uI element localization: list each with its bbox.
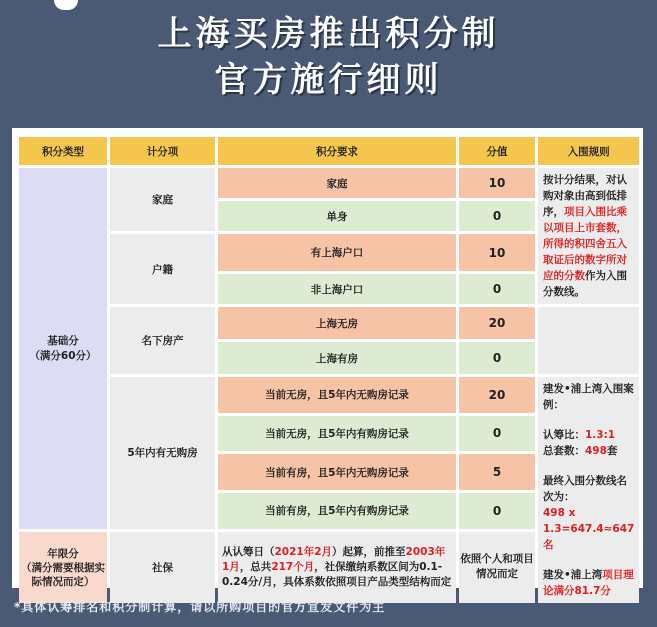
score-cell: 10 [459,234,535,271]
points-table-frame [12,128,643,597]
year-score-cell [19,532,107,603]
social-d3: 217个月 [271,560,315,573]
rule-case [538,377,639,603]
score-cell: 0 [459,493,535,529]
score-cell: 0 [459,274,535,304]
header-rule: 入围规则 [538,137,639,165]
score-cell: 0 [459,342,535,374]
item-house: 名下房产 [110,307,215,374]
social-p4: ，社保缴纳系数区间为0.1-0.24分/月，具体系数依照项目产品类型结构而定 [222,560,452,588]
case-total-label: 总套数： [543,445,585,457]
base-score-label: 基础分 [47,335,79,348]
social-requirement [218,532,456,603]
item-hukou: 户籍 [110,234,215,304]
base-score-sub: （满分60分） [29,350,97,363]
req-cell: 上海无房 [218,307,456,339]
case-total-unit: 套 [606,445,618,457]
case-theory [543,567,634,599]
footer-note: *具体认筹排名和积分制计算，请以所购项目的官方宣发文件为主 [14,600,386,614]
req-cell: 非上海户口 [218,274,456,304]
header-score: 分值 [459,137,535,165]
score-cell: 20 [459,377,535,413]
social-score: 依照个人和项目情况而定 [459,532,535,603]
req-cell: 有上海户口 [218,234,456,271]
item-family: 家庭 [110,168,215,231]
year-score-label: 年限分 [47,547,79,560]
item-five-year: 5年内有无购房 [110,377,215,529]
case-final-label: 最终入围分数线名次为： [543,475,627,503]
req-cell: 当前有房，且5年内有购房记录 [218,493,456,529]
header-requirement: 积分要求 [218,137,456,165]
req-cell: 单身 [218,201,456,231]
req-cell: 家庭 [218,168,456,198]
req-cell: 当前无房，且5年内无购房记录 [218,377,456,413]
score-cell: 0 [459,416,535,452]
req-cell: 上海有房 [218,342,456,374]
score-cell: 5 [459,454,535,490]
social-p1: 从认筹日（ [222,545,275,558]
case-title: 建发•浦上湾入围案例： [543,383,634,411]
page-title-line1: 上海买房推出积分制 [157,14,500,54]
case-theory-a: 建发•浦上湾 [543,569,603,581]
score-cell: 0 [459,201,535,231]
header-item: 计分项 [110,137,215,165]
score-cell: 10 [459,168,535,198]
case-ratio-value: 1.3:1 [585,429,616,441]
social-d2: 2003年1月 [222,545,446,573]
req-cell: 当前有房，且5年内无购房记录 [218,454,456,490]
score-cell: 20 [459,307,535,339]
rule-text-c: 作为入围分数线。 [543,270,627,298]
case-final-value: 498 x 1.3=647.4≈647名 [543,507,635,551]
points-table [16,134,642,606]
case-total-value: 498 [585,445,607,457]
rule-text-b: 项目入围比乘以项目上市套数，所得的积四舍五入取证后的数字所对应的分数 [543,206,627,282]
social-p2: ）起算，前推至 [332,545,406,558]
social-d1: 2021年2月 [274,545,333,558]
req-cell: 当前无房，且5年内有购房记录 [218,416,456,452]
case-ratio [543,427,634,443]
rule-summary [538,168,639,304]
rule-spacer [538,307,639,374]
case-ratio-label: 认筹比： [543,429,585,441]
base-score-cell [19,168,107,529]
page-title-line2: 官方施行细则 [214,60,443,100]
rule-text-a: 按计分结果，对认购对象由高到低排序， [543,174,627,218]
case-total [543,443,634,459]
social-p3: ，总共 [239,560,272,573]
year-score-sub: （满分需要根据实际情况而定） [21,561,105,588]
case-theory-b: 项目理论满分81.7分 [543,569,634,597]
item-social: 社保 [110,532,215,603]
header-type: 积分类型 [19,137,107,165]
